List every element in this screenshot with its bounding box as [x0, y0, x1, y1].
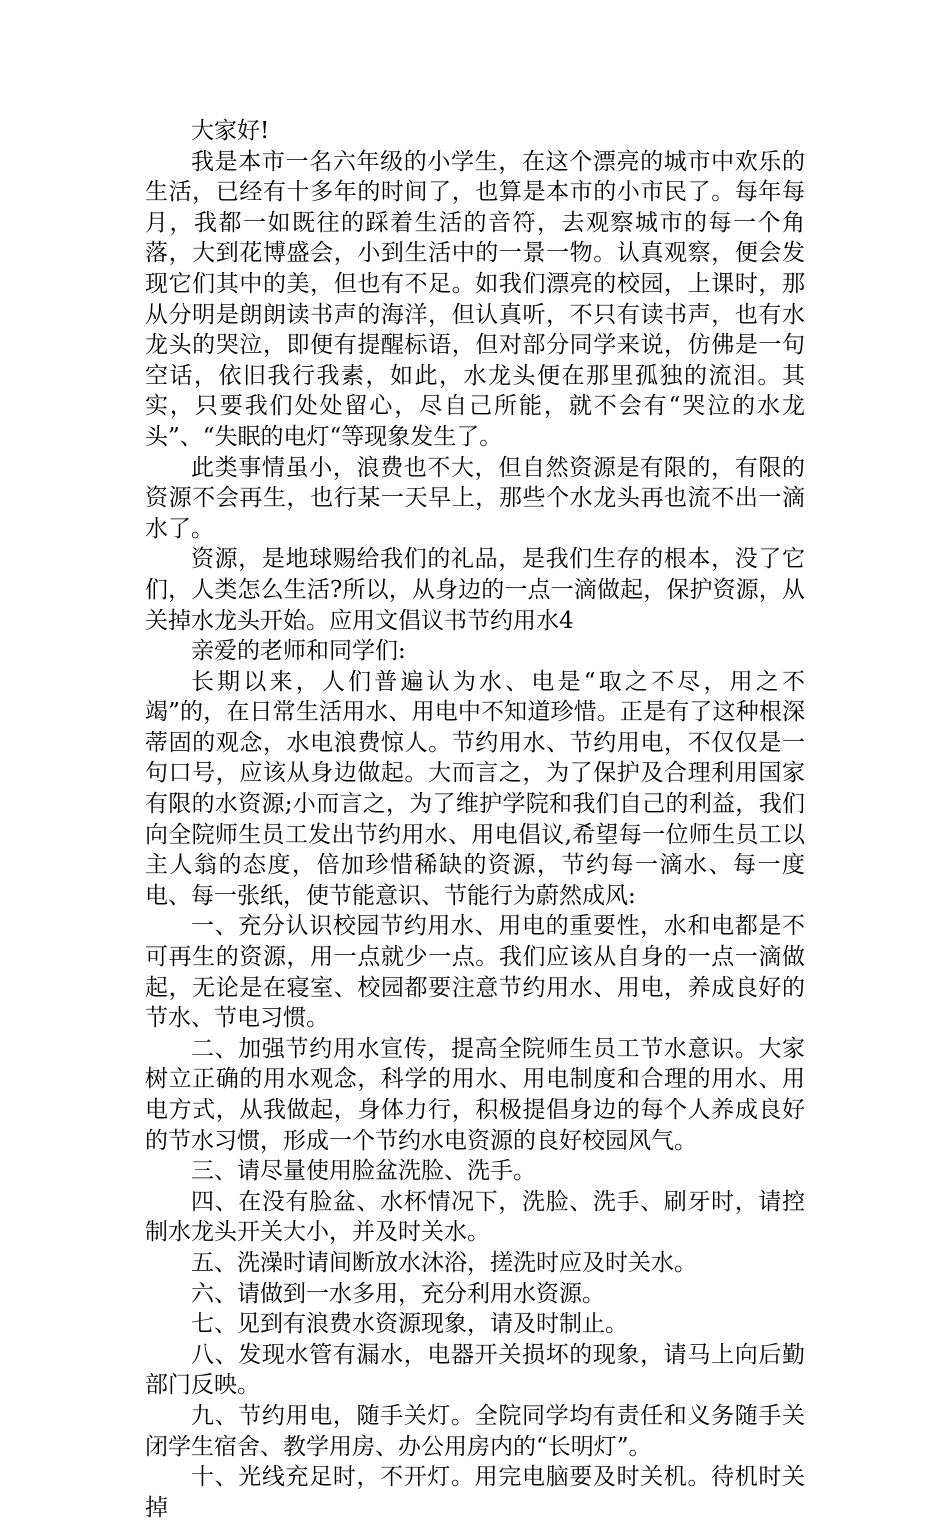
- paragraph-salutation: 亲爱的老师和同学们:: [191, 638, 406, 665]
- paragraph-item-7: 七、见到有浪费水资源现象，请及时制止。: [191, 1311, 628, 1338]
- document-body: [145, 116, 805, 1523]
- paragraph-item-9: 九、节约用电，随手关灯。全院同学均有责任和义务随手关闭学生宿舍、教学用房、办公用房内的“长明灯”。: [145, 1402, 805, 1460]
- paragraph-intro: 我是本市一名六年级的小学生，在这个漂亮的城市中欢乐的生活，已经有十多年的时间了，也算是本市的小市民了。每年每月，我都一如既往的踩着生活的音符，去观察城市的每一个角落，大到花博盛会，小到生活中的一景一物。认真观察，便会发现它们其中的美，但也有不足。如我们漂亮的校园，上课时，那从分明是朗朗读书声的海洋，但认真听，不只有读书声，也有水龙头的哭泣，即便有提醒标语，但对部分同学来说，仿佛是一句空话，依旧我行我素，如此，水龙头便在那里孤独的流泪。其实，只要我们处处留心，尽自己所能，就不会有“哭泣的水龙头”、“失眠的电灯“等现象发生了。: [145, 148, 805, 450]
- paragraph-item-3: 三、请尽量使用脸盆洗脸、洗手。: [191, 1158, 536, 1185]
- paragraph-item-2: 二、加强节约用水宣传，提高全院师生员工节水意识。大家树立正确的用水观念，科学的用水、用电制度和合理的用水、用电方式，从我做起，身体力行，积极提倡身边的每个人养成良好的节水习惯，形成一个节约水电资源的良好校园风气。: [145, 1035, 805, 1154]
- paragraph-item-10: 十、光线充足时，不开灯。用完电脑要及时关机。待机时关掉: [145, 1464, 805, 1521]
- paragraph-item-1: 一、充分认识校园节约用水、用电的重要性，水和电都是不可再生的资源，用一点就少一点。我们应该从自身的一点一滴做起，无论是在寝室、校园都要注意节约用水、用电，养成良好的节水、节电习惯。: [145, 913, 805, 1032]
- paragraph-resources-gift: 资源，是地球赐给我们的礼品，是我们生存的根本，没了它们，人类怎么生活?所以，从身边的一点一滴做起，保护资源，从关掉水龙头开始。应用文倡议书节约用水4: [145, 546, 805, 634]
- paragraph-item-8: 八、发现水管有漏水，电器开关损坏的现象，请马上向后勤部门反映。: [145, 1341, 805, 1399]
- paragraph-greeting: 大家好!: [191, 118, 270, 144]
- paragraph-item-5: 五、洗澡时请间断放水沐浴，搓洗时应及时关水。: [191, 1249, 697, 1276]
- paragraph-resources-limited: 此类事情虽小，浪费也不大，但自然资源是有限的，有限的资源不会再生，也行某一天早上，那些个水龙头再也流不出一滴水了。: [145, 454, 805, 542]
- paragraph-item-6: 六、请做到一水多用，充分利用水资源。: [191, 1280, 605, 1307]
- paragraph-proposal: 长期以来，人们普遍认为水、电是“取之不尽，用之不竭”的，在日常生活用水、用电中不知道珍惜。正是有了这种根深蒂固的观念，水电浪费惊人。节约用水、节约用电，不仅仅是一句口号，应该从身边做起。大而言之，为了保护及合理利用国家有限的水资源;小而言之，为了维护学院和我们自己的利益，我们向全院师生员工发出节约用水、用电倡议,希望每一位师生员工以主人翁的态度，倍加珍惜稀缺的资源，节约每一滴水、每一度电、每一张纸，使节能意识、节能行为蔚然成风:: [145, 668, 805, 909]
- paragraph-item-4: 四、在没有脸盆、水杯情况下，洗脸、洗手、刷牙时，请控制水龙头开关大小，并及时关水。: [145, 1188, 805, 1246]
